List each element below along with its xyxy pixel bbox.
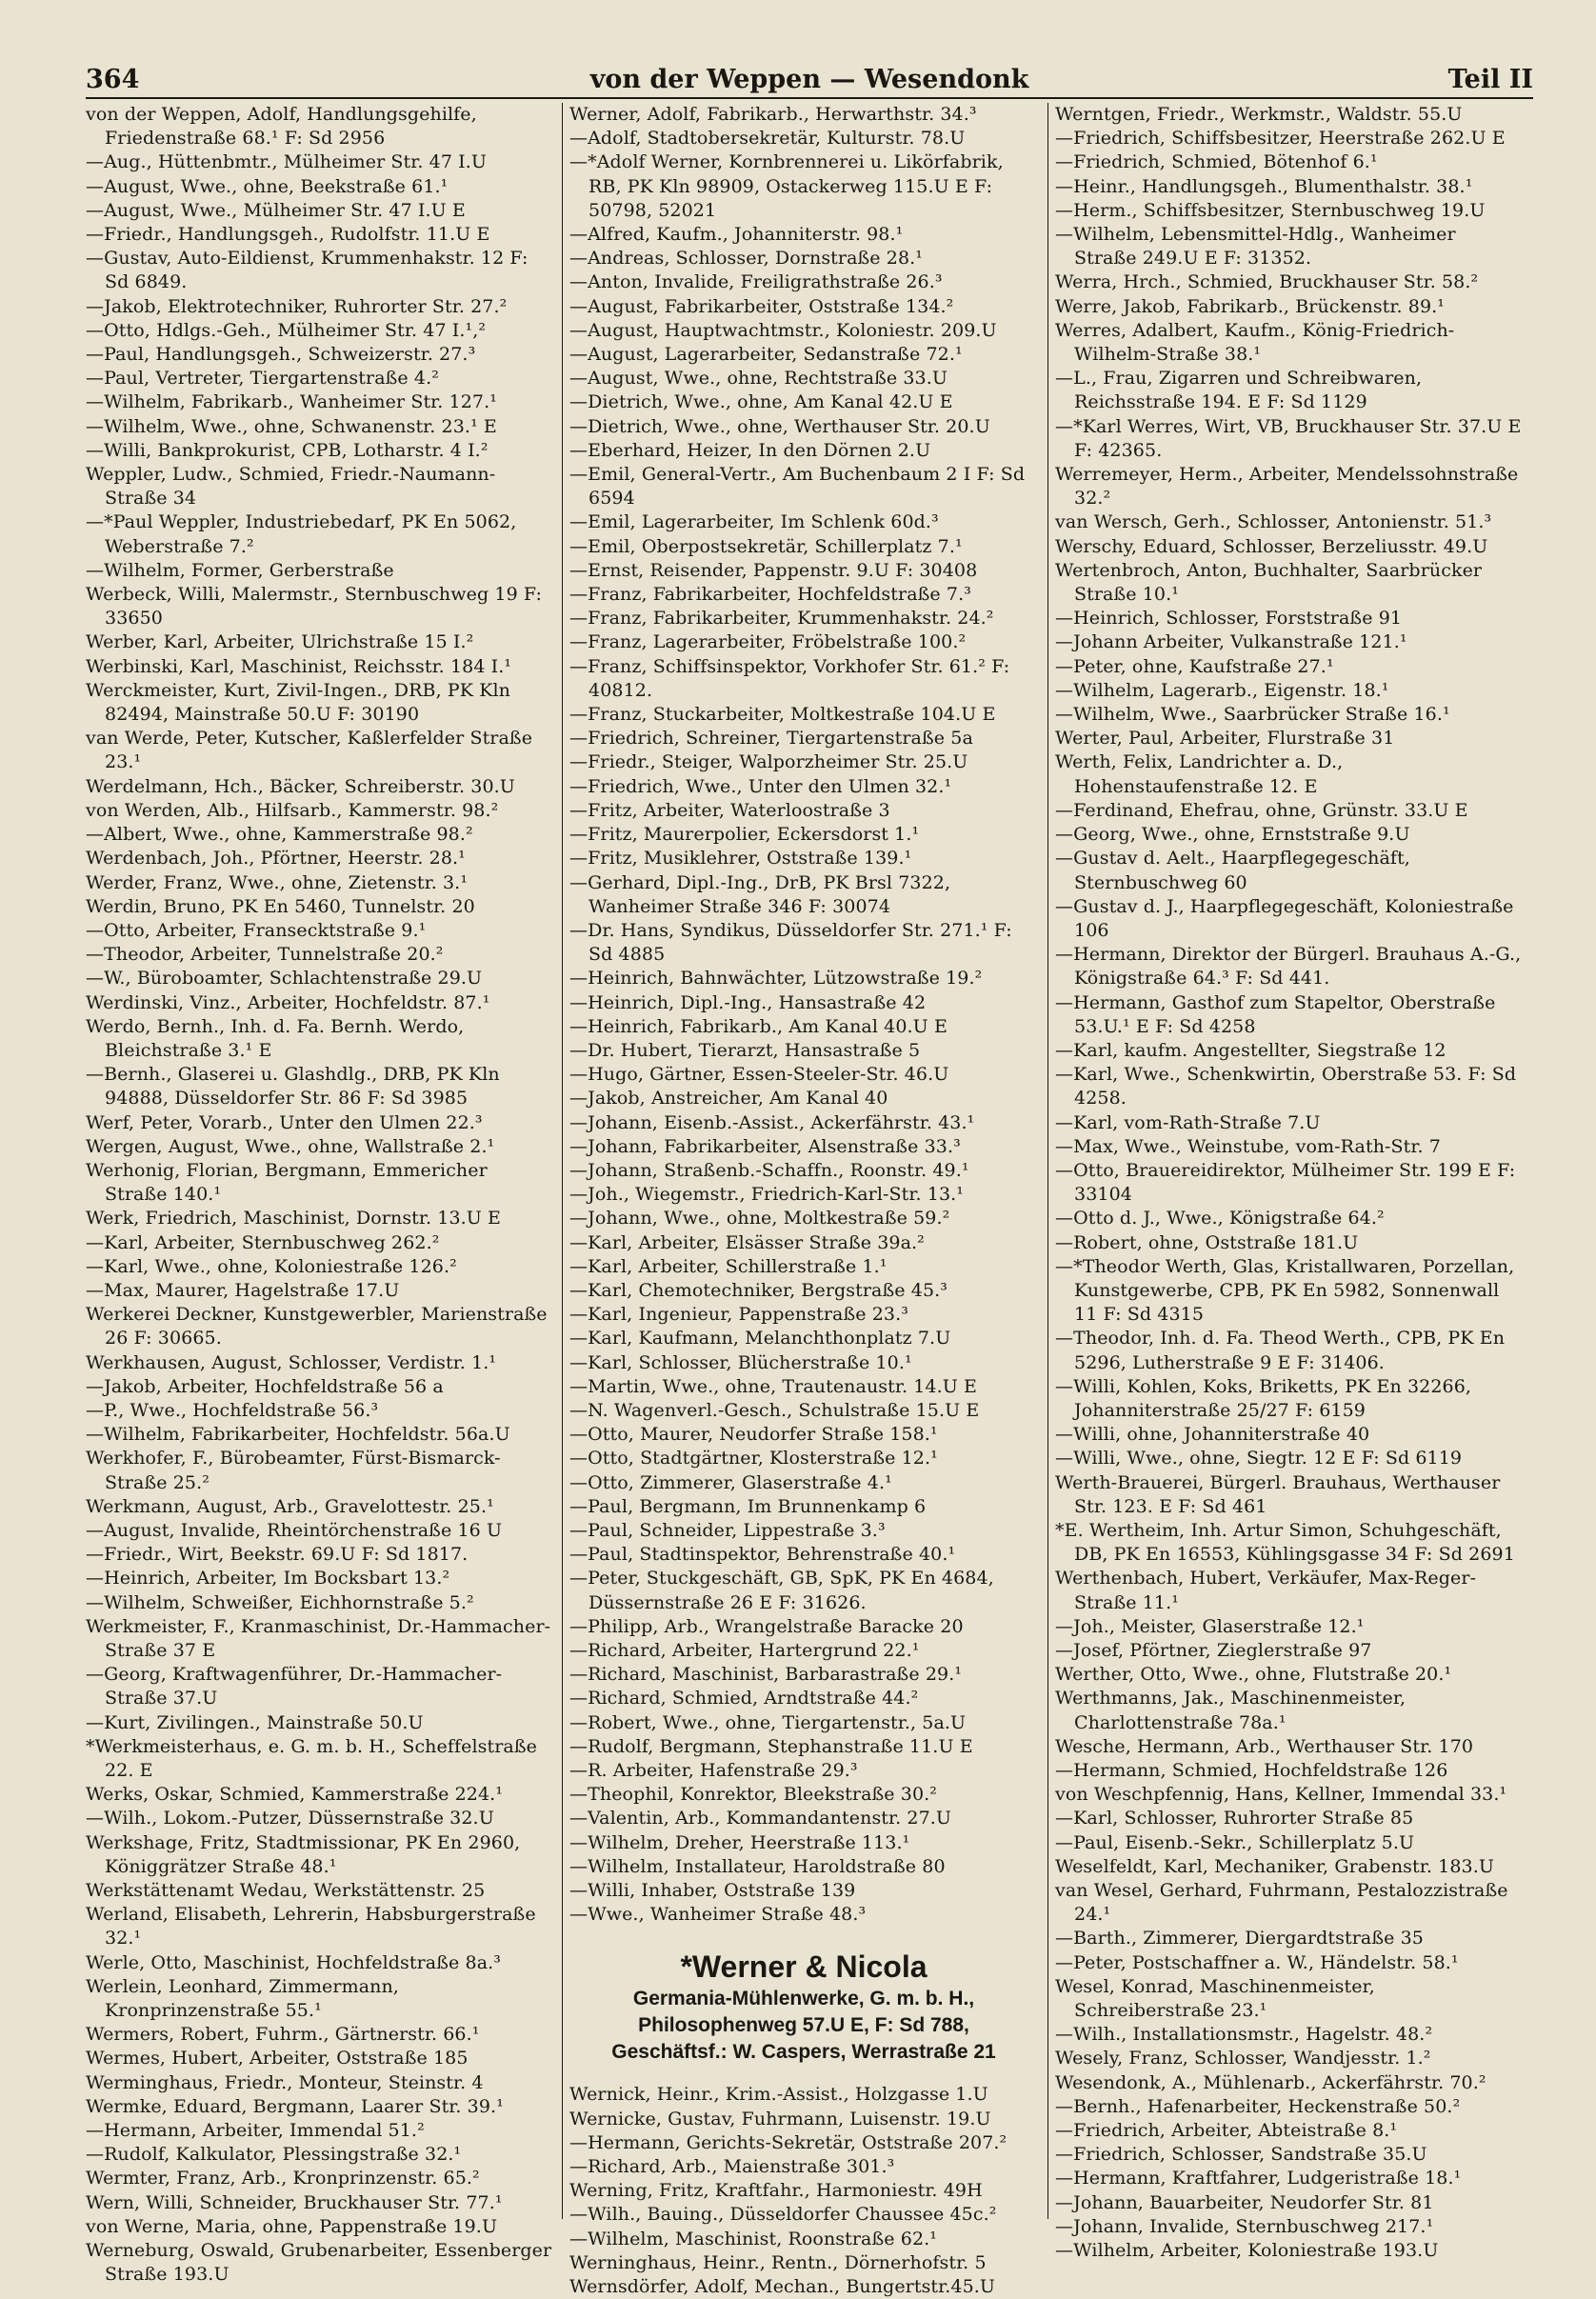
directory-entry: —Ferdinand, Ehefrau, ohne, Grünstr. 33.U E [1055, 799, 1468, 821]
directory-entry: Werland, Elisabeth, Lehrerin, Habsburgerstraße 32.¹ [86, 1904, 536, 1949]
directory-entry: —Aug., Hüttenbmtr., Mülheimer Str. 47 I.U [86, 151, 488, 173]
page-header [86, 59, 1533, 99]
directory-entry: —Joh., Meister, Glaserstraße 12.¹ [1055, 1615, 1365, 1637]
directory-entry: —Adolf, Stadtobersekretär, Kulturstr. 78.U [569, 128, 966, 150]
directory-entry: Werkhausen, August, Schlosser, Verdistr. 1.¹ [86, 1351, 497, 1373]
directory-entry: —Willi, Bankprokurist, CPB, Lotharstr. 4 I.² [86, 439, 489, 461]
directory-entry: Werdenbach, Joh., Pförtner, Heerstr. 28.¹ [86, 848, 466, 870]
directory-entry: —Gustav, Auto-Eildienst, Krummenhakstr. 12 F: Sd 6849. [86, 248, 529, 293]
directory-entry: —Karl, Arbeiter, Elsässer Straße 39a.² [569, 1231, 925, 1253]
directory-entry: Wermers, Robert, Fuhrm., Gärtnerstr. 66.¹ [86, 2024, 480, 2046]
directory-entry: —August, Fabrikarbeiter, Oststraße 134.² [569, 295, 954, 317]
directory-entry: —Wwe., Wanheimer Straße 48.³ [569, 1904, 867, 1926]
directory-entry: —Otto, Hdlgs.-Geh., Mülheimer Str. 47 I.¹,² [86, 319, 487, 341]
directory-entry: —Albert, Wwe., ohne, Kammerstraße 98.² [86, 824, 473, 846]
directory-entry: Wergen, August, Wwe., ohne, Wallstraße 2.¹ [86, 1135, 495, 1157]
directory-entry: Werk, Friedrich, Maschinist, Dornstr. 13.U E [86, 1208, 502, 1229]
directory-entry: —Willi, Kohlen, Koks, Briketts, PK En 32266, Johanniterstraße 25/27 F: 6159 [1055, 1375, 1472, 1421]
directory-entry: Werneburg, Oswald, Grubenarbeiter, Essenberger Straße 193.U [86, 2240, 552, 2286]
column-3 [1055, 103, 1524, 2262]
directory-entry: —Dietrich, Wwe., ohne, Werthauser Str. 20.U [569, 415, 990, 437]
directory-entry: —Wilh., Installationsmstr., Hagelstr. 48.² [1055, 2024, 1433, 2046]
directory-entry: —Joh., Wiegemstr., Friedrich-Karl-Str. 13.¹ [569, 1184, 965, 1206]
directory-entry: —Richard, Maschinist, Barbarastraße 29.¹ [569, 1664, 963, 1686]
directory-entry: —Max, Maurer, Hagelstraße 17.U [86, 1279, 400, 1301]
directory-entry: —Peter, Postschaffner a. W., Händelstr. 58.¹ [1055, 1951, 1459, 1973]
part-label: Teil II [1447, 65, 1533, 94]
directory-entry: Werremeyer, Herm., Arbeiter, Mendelssohnstraße 32.² [1055, 464, 1519, 510]
directory-entry: Werdelmann, Hch., Bäcker, Schreiberstr. 30.U [86, 775, 515, 797]
directory-entry: —*Karl Werres, Wirt, VB, Bruckhauser Str. 37.U E F: 42365. [1055, 415, 1522, 461]
directory-entry: —Johann, Fabrikarbeiter, Alsenstraße 33.³ [569, 1135, 961, 1157]
directory-entry: —Wilhelm, Former, Gerberstraße [86, 559, 394, 581]
directory-entry: —Franz, Fabrikarbeiter, Hochfeldstraße 7.³ [569, 584, 971, 606]
directory-entry: —W., Büroboamter, Schlachtenstraße 29.U [86, 968, 483, 990]
directory-entry: —Andreas, Schlosser, Dornstraße 28.¹ [569, 248, 924, 270]
directory-entry: Wernick, Heinr., Krim.-Assist., Holzgasse 1.U [569, 2084, 988, 2106]
directory-entry: —Karl, Chemotechniker, Bergstraße 45.³ [569, 1279, 948, 1301]
directory-entry: —Heinrich, Dipl.-Ing., Hansastraße 42 [569, 991, 927, 1013]
directory-entry: Werkhofer, F., Bürobeamter, Fürst-Bismarck-Straße 25.² [86, 1448, 501, 1493]
directory-entry: Wern, Willi, Schneider, Bruckhauser Str. 77.¹ [86, 2191, 503, 2213]
ad-company-name: *Werner & Nicola [680, 1949, 928, 1985]
directory-entry: —Karl, Arbeiter, Schillerstraße 1.¹ [569, 1255, 888, 1277]
column-divider [1047, 103, 1048, 2219]
directory-entry: —Willi, Wwe., ohne, Siegtr. 12 E F: Sd 6119 [1055, 1448, 1463, 1469]
directory-entry: —Georg, Wwe., ohne, Ernststraße 9.U [1055, 824, 1410, 846]
directory-entry: —Theophil, Konrektor, Bleekstraße 30.² [569, 1784, 938, 1806]
directory-entry: —Friedr., Handlungsgeh., Rudolfstr. 11.U E [86, 224, 490, 246]
directory-entry: von Werne, Maria, ohne, Pappenstraße 19.U [86, 2215, 498, 2237]
directory-entry: —*Paul Weppler, Industriebedarf, PK En 5062, Weberstraße 7.² [86, 511, 517, 557]
directory-entry: —Wilh., Bauing., Düsseldorfer Chaussee 45c.² [569, 2204, 997, 2226]
directory-entry: —Anton, Invalide, Freiligrathstraße 26.³ [569, 271, 943, 293]
directory-entry: —Rudolf, Bergmann, Stephanstraße 11.U E [569, 1735, 973, 1757]
directory-entry: —Wilhelm, Fabrikarbeiter, Hochfeldstr. 56a.U [86, 1424, 510, 1446]
directory-entry: —Wilhelm, Installateur, Haroldstraße 80 [569, 1855, 946, 1877]
directory-entry: —Peter, Stuckgeschäft, GB, SpK, PK En 4684, Düssernstraße 26 E F: 31626. [569, 1568, 994, 1613]
column-2 [569, 103, 1038, 2298]
directory-entry: —Paul, Schneider, Lippestraße 3.³ [569, 1519, 886, 1541]
directory-entry: —Gustav d. Aelt., Haarpflegegeschäft, Sternbuschweg 60 [1055, 848, 1410, 893]
directory-entry: —Heinrich, Bahnwächter, Lützowstraße 19.² [569, 968, 983, 990]
directory-entry: Werth-Brauerei, Bürgerl. Brauhaus, Werthauser Str. 123. E F: Sd 461 [1055, 1471, 1501, 1517]
directory-entry: —Karl, Wwe., Schenkwirtin, Oberstraße 53. F: Sd 4258. [1055, 1064, 1517, 1110]
ad-line-3: Geschäftsf.: W. Caspers, Werrastraße 21 [611, 2041, 996, 2064]
directory-entry: —Friedrich, Arbeiter, Abteistraße 8.¹ [1055, 2120, 1398, 2142]
directory-entry: —Hugo, Gärtner, Essen-Steeler-Str. 46.U [569, 1064, 949, 1086]
directory-entry: —Josef, Pförtner, Zieglerstraße 97 [1055, 1640, 1372, 1661]
directory-entry: Wesche, Hermann, Arb., Werthauser Str. 170 [1055, 1735, 1474, 1757]
directory-entry: —Karl, kaufm. Angestellter, Siegstraße 12 [1055, 1039, 1446, 1061]
directory-entry: Wesely, Franz, Schlosser, Wandjesstr. 1.² [1055, 2048, 1431, 2069]
directory-entry: —Wilhelm, Wwe., ohne, Schwanenstr. 23.¹ E [86, 415, 497, 437]
directory-entry: —Philipp, Arb., Wrangelstraße Baracke 20 [569, 1615, 964, 1637]
directory-entry: —Paul, Handlungsgeh., Schweizerstr. 27.³ [86, 344, 476, 366]
directory-entry: —Heinrich, Fabrikarb., Am Kanal 40.U E [569, 1015, 948, 1037]
directory-entry: —Friedrich, Schreiner, Tiergartenstraße 5a [569, 728, 973, 750]
directory-entry: Werf, Peter, Vorarb., Unter den Ulmen 22.³ [86, 1111, 483, 1133]
directory-entry: Werder, Franz, Wwe., ohne, Zietenstr. 3.¹ [86, 871, 469, 893]
directory-entry: —Heinrich, Arbeiter, Im Bocksbart 13.² [86, 1568, 450, 1589]
directory-entry: —Karl, Wwe., ohne, Koloniestraße 126.² [86, 1255, 457, 1277]
directory-entry: —Wilhelm, Maschinist, Roonstraße 62.¹ [569, 2228, 937, 2249]
directory-entry: —Barth., Zimmerer, Diergardtstraße 35 [1055, 1928, 1424, 1949]
directory-entry: —Alfred, Kaufm., Johanniterstr. 98.¹ [569, 224, 904, 246]
directory-entry: Wermter, Franz, Arb., Kronprinzenstr. 65.² [86, 2168, 480, 2189]
directory-entry: —Emil, General-Vertr., Am Buchenbaum 2 I F: Sd 6594 [569, 464, 1026, 510]
directory-entry: —L., Frau, Zigarren und Schreibwaren, Reichsstraße 194. E F: Sd 1129 [1055, 368, 1423, 413]
directory-entry: —Wilhelm, Dreher, Heerstraße 113.¹ [569, 1831, 910, 1853]
directory-entry: Werres, Adalbert, Kaufm., König-Friedrich-Wilhelm-Straße 38.¹ [1055, 319, 1455, 366]
directory-entry: Werkerei Deckner, Kunstgewerbler, Marienstraße 26 F: 30665. [86, 1304, 548, 1349]
directory-entry: Werbinski, Karl, Maschinist, Reichsstr. 184 I.¹ [86, 655, 512, 677]
directory-entry: —R. Arbeiter, Hafenstraße 29.³ [569, 1760, 858, 1782]
directory-entry: Werdo, Bernh., Inh. d. Fa. Bernh. Werdo, Bleichstraße 3.¹ E [86, 1015, 465, 1061]
directory-entry: *Werkmeisterhaus, e. G. m. b. H., Scheffelstraße 22. E [86, 1735, 537, 1782]
directory-entry: —Karl, Schlosser, Ruhrorter Straße 85 [1055, 1808, 1414, 1829]
directory-entry: —Wilhelm, Schweißer, Eichhornstraße 5.² [86, 1591, 474, 1613]
directory-entry: —Wilhelm, Wwe., Saarbrücker Straße 16.¹ [1055, 704, 1450, 726]
directory-entry: —Emil, Lagerarbeiter, Im Schlenk 60d.³ [569, 511, 939, 533]
directory-entry: —Robert, Wwe., ohne, Tiergartenstr., 5a.U [569, 1711, 967, 1733]
directory-entry: Werkmeister, F., Kranmaschinist, Dr.-Hammacher-Straße 37 E [86, 1615, 551, 1661]
directory-entry: Werdin, Bruno, PK En 5460, Tunnelstr. 20 [86, 895, 475, 917]
directory-entry: —Friedr., Wirt, Beekstr. 69.U F: Sd 1817. [86, 1544, 469, 1566]
page-title: von der Weppen — Wesendonk [589, 65, 1029, 94]
directory-entry: Werdinski, Vinz., Arbeiter, Hochfeldstr. 87.¹ [86, 991, 490, 1013]
directory-entry: —Karl, Schlosser, Blücherstraße 10.¹ [569, 1351, 912, 1373]
directory-entry: —August, Wwe., ohne, Beekstraße 61.¹ [86, 175, 449, 197]
directory-entry: —Johann, Straßenb.-Schaffn., Roonstr. 49.¹ [569, 1159, 969, 1181]
directory-entry: Weppler, Ludw., Schmied, Friedr.-Naumann-Straße 34 [86, 464, 496, 510]
directory-entry: —Dr. Hubert, Tierarzt, Hansastraße 5 [569, 1039, 921, 1061]
directory-entry: —Paul, Eisenb.-Sekr., Schillerplatz 5.U [1055, 1831, 1415, 1853]
directory-entry: van Wersch, Gerh., Schlosser, Antonienstr. 51.³ [1055, 511, 1492, 533]
directory-entry: —*Adolf Werner, Kornbrennerei u. Likörfabrik, RB, PK Kln 98909, Ostackerweg 115.U E F: 50798, 52021 [569, 151, 1004, 221]
directory-entry: —Otto, Zimmerer, Glaserstraße 4.¹ [569, 1471, 892, 1493]
directory-entry: —Friedrich, Schiffsbesitzer, Heerstraße 262.U E [1055, 128, 1506, 150]
column-divider [562, 103, 563, 2219]
directory-entry: —Wilhelm, Lagerarb., Eigenstr. 18.¹ [1055, 679, 1389, 701]
directory-entry: —Martin, Wwe., ohne, Trautenaustr. 14.U E [569, 1375, 977, 1397]
directory-entry: —Wilh., Lokom.-Putzer, Düssernstraße 32.U [86, 1808, 494, 1829]
directory-entry: Werner, Adolf, Fabrikarb., Herwarthstr. 34.³ [569, 104, 977, 125]
directory-entry: Werter, Paul, Arbeiter, Flurstraße 31 [1055, 728, 1395, 750]
directory-entry: —Friedr., Steiger, Walporzheimer Str. 25.U [569, 751, 968, 773]
column-1 [86, 103, 554, 2286]
directory-entry: —N. Wagenverl.-Gesch., Schulstraße 15.U E [569, 1399, 980, 1421]
directory-entry: —Paul, Stadtinspektor, Behrenstraße 40.¹ [569, 1544, 956, 1566]
directory-entry: Werckmeister, Kurt, Zivil-Ingen., DRB, PK Kln 82494, Mainstraße 50.U F: 30190 [86, 679, 511, 726]
directory-entry: —Hermann, Arbeiter, Immendal 51.² [86, 2120, 425, 2142]
directory-entry: Werks, Oskar, Schmied, Kammerstraße 224.¹ [86, 1784, 504, 1806]
directory-entry: —Heinrich, Schlosser, Forststraße 91 [1055, 608, 1403, 630]
directory-entry: —Franz, Lagerarbeiter, Fröbelstraße 100.² [569, 631, 967, 653]
directory-entry: Werninghaus, Heinr., Rentn., Dörnerhofstr. 5 [569, 2251, 987, 2273]
directory-entry: —Friedrich, Schmied, Bötenhof 6.¹ [1055, 151, 1378, 173]
directory-entry: Werminghaus, Friedr., Monteur, Steinstr. 4 [86, 2071, 484, 2093]
directory-entry: —Emil, Oberpostsekretär, Schillerplatz 7.¹ [569, 535, 963, 557]
directory-entry: Werschy, Eduard, Schlosser, Berzeliusstr. 49.U [1055, 535, 1488, 557]
directory-entry: —Johann Arbeiter, Vulkanstraße 121.¹ [1055, 631, 1407, 653]
directory-entry: —Max, Wwe., Weinstube, vom-Rath-Str. 7 [1055, 1135, 1441, 1157]
directory-entry: —Franz, Schiffsinspektor, Vorkhofer Str. 61.² F: 40812. [569, 655, 1010, 701]
directory-entry: von der Weppen, Adolf, Handlungsgehilfe, Friedenstraße 68.¹ F: Sd 2956 [86, 104, 477, 150]
directory-entry: —August, Hauptwachtmstr., Koloniestr. 209.U [569, 319, 997, 341]
directory-entry: —Karl, Arbeiter, Sternbuschweg 262.² [86, 1231, 440, 1253]
directory-entry: —Peter, ohne, Kaufstraße 27.¹ [1055, 655, 1334, 677]
directory-entry: Wesel, Konrad, Maschinenmeister, Schreiberstraße 23.¹ [1055, 1975, 1375, 2022]
directory-entry: —Jakob, Arbeiter, Hochfeldstraße 56 a [86, 1375, 444, 1397]
directory-entry: —August, Lagerarbeiter, Sedanstraße 72.¹ [569, 344, 963, 366]
directory-entry: Wernicke, Gustav, Fuhrmann, Luisenstr. 19.U [569, 2108, 991, 2129]
directory-entry: —Ernst, Reisender, Pappenstr. 9.U F: 30408 [569, 559, 978, 581]
directory-entry: —Franz, Fabrikarbeiter, Krummenhakstr. 24.² [569, 608, 994, 630]
directory-entry: —Dr. Hans, Syndikus, Düsseldorfer Str. 271.¹ F: Sd 4885 [569, 919, 1012, 966]
directory-entry: —Franz, Stuckarbeiter, Moltkestraße 104.U E [569, 704, 996, 726]
directory-entry: Wermes, Hubert, Arbeiter, Oststraße 185 [86, 2048, 469, 2069]
directory-entry: —Otto, Arbeiter, Fransecktstraße 9.¹ [86, 919, 427, 941]
directory-entry: —Bernh., Hafenarbeiter, Heckenstraße 50.² [1055, 2095, 1461, 2117]
directory-entry: —Fritz, Maurerpolier, Eckersdorst 1.¹ [569, 824, 920, 846]
directory-entry: Werkstättenamt Wedau, Werkstättenstr. 25 [86, 1880, 486, 1902]
directory-entry: —Gustav d. J., Haarpflegegeschäft, Koloniestraße 106 [1055, 895, 1514, 941]
directory-entry: —Dietrich, Wwe., ohne, Am Kanal 42.U E [569, 391, 953, 413]
directory-entry: Weselfeldt, Karl, Mechaniker, Grabenstr. 183.U [1055, 1855, 1494, 1877]
directory-entry: —Bernh., Glaserei u. Glashdlg., DRB, PK Kln 94888, Düsseldorfer Str. 86 F: Sd 3985 [86, 1064, 500, 1110]
directory-entry: —Hermann, Gasthof zum Stapeltor, Oberstraße 53.U.¹ E F: Sd 4258 [1055, 991, 1496, 1037]
directory-entry: Wertenbroch, Anton, Buchhalter, Saarbrücker Straße 10.¹ [1055, 559, 1483, 606]
directory-entry: *E. Wertheim, Inh. Artur Simon, Schuhgeschäft, DB, PK En 16553, Kühlingsgasse 34 F: Sd 2691 [1055, 1519, 1515, 1566]
directory-entry: —Johann, Bauarbeiter, Neudorfer Str. 81 [1055, 2191, 1434, 2213]
column-2-entries [569, 103, 1038, 1927]
directory-entry: —Fritz, Arbeiter, Waterloostraße 3 [569, 799, 890, 821]
directory-entry: —Johann, Wwe., ohne, Moltkestraße 59.² [569, 1208, 950, 1229]
directory-entry: —Wilhelm, Fabrikarb., Wanheimer Str. 127.¹ [86, 391, 497, 413]
directory-entry: —Eberhard, Heizer, In den Dörnen 2.U [569, 439, 931, 461]
directory-entry: —August, Wwe., Mülheimer Str. 47 I.U E [86, 199, 466, 221]
directory-entry: Werkshage, Fritz, Stadtmissionar, PK En 2960, Königgrätzer Straße 48.¹ [86, 1831, 521, 1877]
directory-entry: —Hermann, Direktor der Bürgerl. Brauhaus A.-G., Königstraße 64.³ F: Sd 441. [1055, 944, 1522, 990]
directory-entry: —Willi, ohne, Johanniterstraße 40 [1055, 1424, 1370, 1446]
directory-entry: —Richard, Arb., Maienstraße 301.³ [569, 2156, 895, 2178]
directory-entry: —Paul, Bergmann, Im Brunnenkamp 6 [569, 1495, 927, 1517]
directory-entry: —*Theodor Werth, Glas, Kristallwaren, Porzellan, Kunstgewerbe, CPB, PK En 5982, Sonnenwall 11 F: Sd 4315 [1055, 1255, 1515, 1326]
directory-entry: —Kurt, Zivilingen., Mainstraße 50.U [86, 1711, 424, 1733]
directory-entry: —Jakob, Anstreicher, Am Kanal 40 [569, 1088, 888, 1110]
directory-entry: —Herm., Schiffsbesitzer, Sternbuschweg 19.U [1055, 199, 1486, 221]
directory-entry: Werkmann, August, Arb., Gravelottestr. 25.¹ [86, 1495, 494, 1517]
directory-entry: —Georg, Kraftwagenführer, Dr.-Hammacher-Straße 37.U [86, 1664, 503, 1709]
directory-entry: Wermke, Eduard, Bergmann, Laarer Str. 39.¹ [86, 2095, 504, 2117]
directory-entry: —August, Wwe., ohne, Rechtstraße 33.U [569, 368, 948, 390]
directory-entry: Wesendonk, A., Mühlenarb., Ackerfährstr. 70.² [1055, 2071, 1486, 2093]
directory-entry: —Valentin, Arb., Kommandantenstr. 27.U [569, 1808, 952, 1829]
directory-entry: von Werden, Alb., Hilfsarb., Kammerstr. 98.² [86, 799, 499, 821]
ad-line-1: Germania-Mühlenwerke, G. m. b. H., [632, 1988, 975, 2010]
directory-entry: —Willi, Inhaber, Oststraße 139 [569, 1880, 856, 1902]
directory-entry: —Otto, Stadtgärtner, Klosterstraße 12.¹ [569, 1448, 938, 1469]
directory-entry: Werther, Otto, Wwe., ohne, Flutstraße 20.¹ [1055, 1664, 1452, 1686]
directory-entry: —Jakob, Elektrotechniker, Ruhrorter Str. 27.² [86, 295, 508, 317]
directory-entry: —Theodor, Arbeiter, Tunnelstraße 20.² [86, 944, 444, 966]
directory-entry: Werbeck, Willi, Malermstr., Sternbuschweg 19 F: 33650 [86, 584, 543, 630]
directory-entry: Werre, Jakob, Fabrikarb., Brückenstr. 89.¹ [1055, 295, 1446, 317]
directory-entry: —August, Invalide, Rheintörchenstraße 16 U [86, 1519, 503, 1541]
page-number: 364 [86, 65, 140, 94]
directory-entry: —Hermann, Gerichts-Sekretär, Oststraße 207.² [569, 2131, 1007, 2153]
directory-entry: —Paul, Vertreter, Tiergartenstraße 4.² [86, 368, 439, 390]
directory-entry: —Gerhard, Dipl.-Ing., DrB, PK Brsl 7322, Wanheimer Straße 346 F: 30074 [569, 871, 951, 917]
directory-entry: —Karl, vom-Rath-Straße 7.U [1055, 1111, 1321, 1133]
directory-entry: —Rudolf, Kalkulator, Plessingstraße 32.¹ [86, 2144, 462, 2166]
directory-entry: Werntgen, Friedr., Werkmstr., Waldstr. 55.U [1055, 104, 1463, 125]
directory-entry: Werber, Karl, Arbeiter, Ulrichstraße 15 I.² [86, 631, 474, 653]
directory-entry: Werhonig, Florian, Bergmann, Emmericher Straße 140.¹ [86, 1159, 488, 1206]
directory-entry: Werlein, Leonhard, Zimmermann, Kronprinzenstraße 55.¹ [86, 1975, 399, 2022]
advertisement [569, 1948, 1038, 2066]
directory-entry: —Fritz, Musiklehrer, Oststraße 139.¹ [569, 848, 912, 870]
directory-entry: —Otto, Maurer, Neudorfer Straße 158.¹ [569, 1424, 938, 1446]
directory-entry: —Otto, Brauereidirektor, Mülheimer Str. 199 E F: 33104 [1055, 1159, 1516, 1206]
column-2-entries-after-ad [569, 2083, 1038, 2299]
directory-entry: —Richard, Schmied, Arndtstraße 44.² [569, 1688, 919, 1709]
directory-entry: Werth, Felix, Landrichter a. D., Hohenstaufenstraße 12. E [1055, 751, 1344, 797]
directory-entry: Werning, Fritz, Kraftfahr., Harmoniestr. 49H [569, 2180, 983, 2202]
directory-entry: Werthenbach, Hubert, Verkäufer, Max-Reger-Straße 11.¹ [1055, 1568, 1477, 1613]
directory-entry: van Werde, Peter, Kutscher, Kaßlerfelder Straße 23.¹ [86, 728, 533, 773]
directory-entry: —Friedrich, Schlosser, Sandstraße 35.U [1055, 2144, 1427, 2166]
directory-entry: —P., Wwe., Hochfeldstraße 56.³ [86, 1399, 379, 1421]
directory-entry: —Richard, Arbeiter, Hartergrund 22.¹ [569, 1640, 920, 1661]
directory-entry: —Karl, Ingenieur, Pappenstraße 23.³ [569, 1304, 908, 1326]
directory-entry: —Heinr., Handlungsgeh., Blumenthalstr. 38.¹ [1055, 175, 1473, 197]
directory-entry: —Karl, Kaufmann, Melanchthonplatz 7.U [569, 1328, 951, 1349]
directory-entry: —Johann, Eisenb.-Assist., Ackerfährstr. 43.¹ [569, 1111, 975, 1133]
directory-entry: —Wilhelm, Lebensmittel-Hdlg., Wanheimer Straße 249.U E F: 31352. [1055, 224, 1456, 270]
directory-entry: von Weschpfennig, Hans, Kellner, Immendal 33.¹ [1055, 1784, 1507, 1806]
directory-entry: —Hermann, Kraftfahrer, Ludgeristraße 18.¹ [1055, 2168, 1462, 2189]
ad-line-2: Philosophenweg 57.U E, F: Sd 788, [638, 2014, 969, 2037]
directory-entry: Werthmanns, Jak., Maschinenmeister, Charlottenstraße 78a.¹ [1055, 1688, 1406, 1733]
directory-entry: —Hermann, Schmied, Hochfeldstraße 126 [1055, 1760, 1448, 1782]
directory-entry: —Robert, ohne, Oststraße 181.U [1055, 1231, 1359, 1253]
directory-entry: —Theodor, Inh. d. Fa. Theod Werth., CPB, PK En 5296, Lutherstraße 9 E F: 31406. [1055, 1328, 1506, 1373]
directory-entry: van Wesel, Gerhard, Fuhrmann, Pestalozzistraße 24.¹ [1055, 1880, 1508, 1926]
directory-entry: —Friedrich, Wwe., Unter den Ulmen 32.¹ [569, 775, 952, 797]
directory-entry: Wernsdörfer, Adolf, Mechan., Bungertstr.45.U [569, 2276, 996, 2298]
directory-entry: Werle, Otto, Maschinist, Hochfeldstraße 8a.³ [86, 1951, 501, 1973]
directory-entry: —Wilhelm, Arbeiter, Koloniestraße 193.U [1055, 2240, 1439, 2262]
directory-entry: —Otto d. J., Wwe., Königstraße 64.² [1055, 1208, 1385, 1229]
directory-entry: —Johann, Invalide, Sternbuschweg 217.¹ [1055, 2215, 1434, 2237]
directory-entry: Werra, Hrch., Schmied, Bruckhauser Str. 58.² [1055, 271, 1479, 293]
